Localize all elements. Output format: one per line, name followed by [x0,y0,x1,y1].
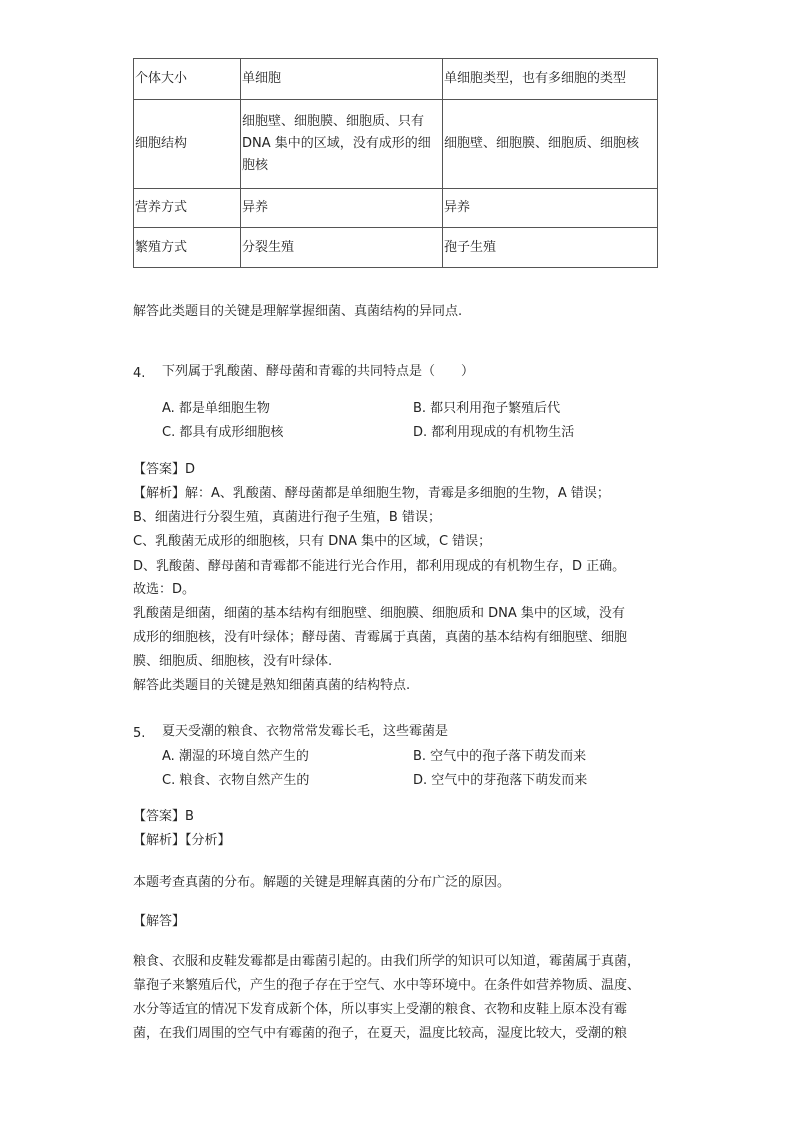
table-cell: 单细胞类型，也有多细胞的类型 [443,59,658,100]
table-row [134,189,658,228]
question-4-analysis-line: 故选：D。 [133,582,196,597]
question-5-number: 5. [133,726,146,741]
table-cell: 营养方式 [134,189,241,228]
table-row [134,100,658,189]
question-4-number: 4. [133,366,146,381]
question-5-solution-line: 粮食、衣服和皮鞋发霉都是由霉菌引起的。由我们所学的知识可以知道，霉菌属于真菌， [133,954,641,969]
comparison-table [133,58,658,268]
question-4-option-d: D. 都利用现成的有机物生活 [413,425,575,440]
question-4-option-a: A. 都是单细胞生物 [162,401,270,416]
table-cell: 细胞结构 [134,100,241,189]
table-cell: 繁殖方式 [134,228,241,268]
question-5-option-c: C. 粮食、衣物自然产生的 [162,773,310,788]
question-4-analysis-line: B、细菌进行分裂生殖，真菌进行孢子生殖，B 错误； [133,510,441,525]
table-cell: 分裂生殖 [241,228,443,268]
table-cell: 单细胞 [241,59,443,100]
table-row [134,228,658,268]
question-5-solution-line: 靠孢子来繁殖后代，产生的孢子存在于空气、水中等环境中。在条件如营养物质、温度、 [133,978,641,993]
table-cell: 孢子生殖 [443,228,658,268]
question-5-option-b: B. 空气中的孢子落下萌发而来 [413,749,587,764]
question-4-analysis-line: 解答此类题目的关键是熟知细菌真菌的结构特点. [133,678,411,693]
question-4-analysis-line: 乳酸菌是细菌，细菌的基本结构有细胞壁、细胞膜、细胞质和 DNA 集中的区域，没有 [133,606,625,621]
question-4-answer: 【答案】D [133,462,196,477]
table-cell: 个体大小 [134,59,241,100]
question-5-answer: 【答案】B [133,809,194,824]
question-5-option-a: A. 潮湿的环境自然产生的 [162,749,309,764]
question-4-option-c: C. 都具有成形细胞核 [162,425,284,440]
question-5-stem: 夏天受潮的粮食、衣物常常发霉长毛，这些霉菌是 [162,724,449,739]
table-cell: 异养 [241,189,443,228]
question-5-solution-line: 水分等适宜的情况下发育成新个体，所以事实上受潮的粮食、衣物和皮鞋上原本没有霉 [133,1002,628,1017]
question-5-analysis-text: 本题考查真菌的分布。解题的关键是理解真菌的分布广泛的原因。 [133,875,511,890]
table-cell: 细胞壁、细胞膜、细胞质、只有DNA 集中的区域，没有成形的细胞核 [241,100,443,189]
question-4-analysis-line: C、乳酸菌无成形的细胞核，只有 DNA 集中的区域，C 错误； [133,534,492,549]
question-4-analysis-line: 膜、细胞质、细胞核，没有叶绿体. [133,654,333,669]
previous-conclusion: 解答此类题目的关键是理解掌握细菌、真菌结构的异同点. [133,304,463,319]
question-5-analysis-header: 【解析】【分析】 [133,833,231,848]
question-4-analysis-line: 【解析】解：A、乳酸菌、酵母菌都是单细胞生物，青霉是多细胞的生物，A 错误； [133,486,610,501]
question-4-analysis-line: 成形的细胞核，没有叶绿体；酵母菌、青霉属于真菌，真菌的基本结构有细胞壁、细胞 [133,630,628,645]
question-5-solution-header: 【解答】 [133,914,186,929]
question-5-solution-line: 菌，在我们周围的空气中有霉菌的孢子，在夏天，温度比较高，湿度比较大，受潮的粮 [133,1026,628,1041]
question-4-analysis-line: D、乳酸菌、酵母菌和青霉都不能进行光合作用，都利用现成的有机物生存，D 正确。 [133,559,626,574]
table-cell: 异养 [443,189,658,228]
question-4-stem: 下列属于乳酸菌、酵母菌和青霉的共同特点是（ ） [162,364,475,379]
table-row [134,59,658,100]
question-4-option-b: B. 都只利用孢子繁殖后代 [413,401,561,416]
table-cell: 细胞壁、细胞膜、细胞质、细胞核 [443,100,658,189]
question-5-option-d: D. 空气中的芽孢落下萌发而来 [413,773,588,788]
